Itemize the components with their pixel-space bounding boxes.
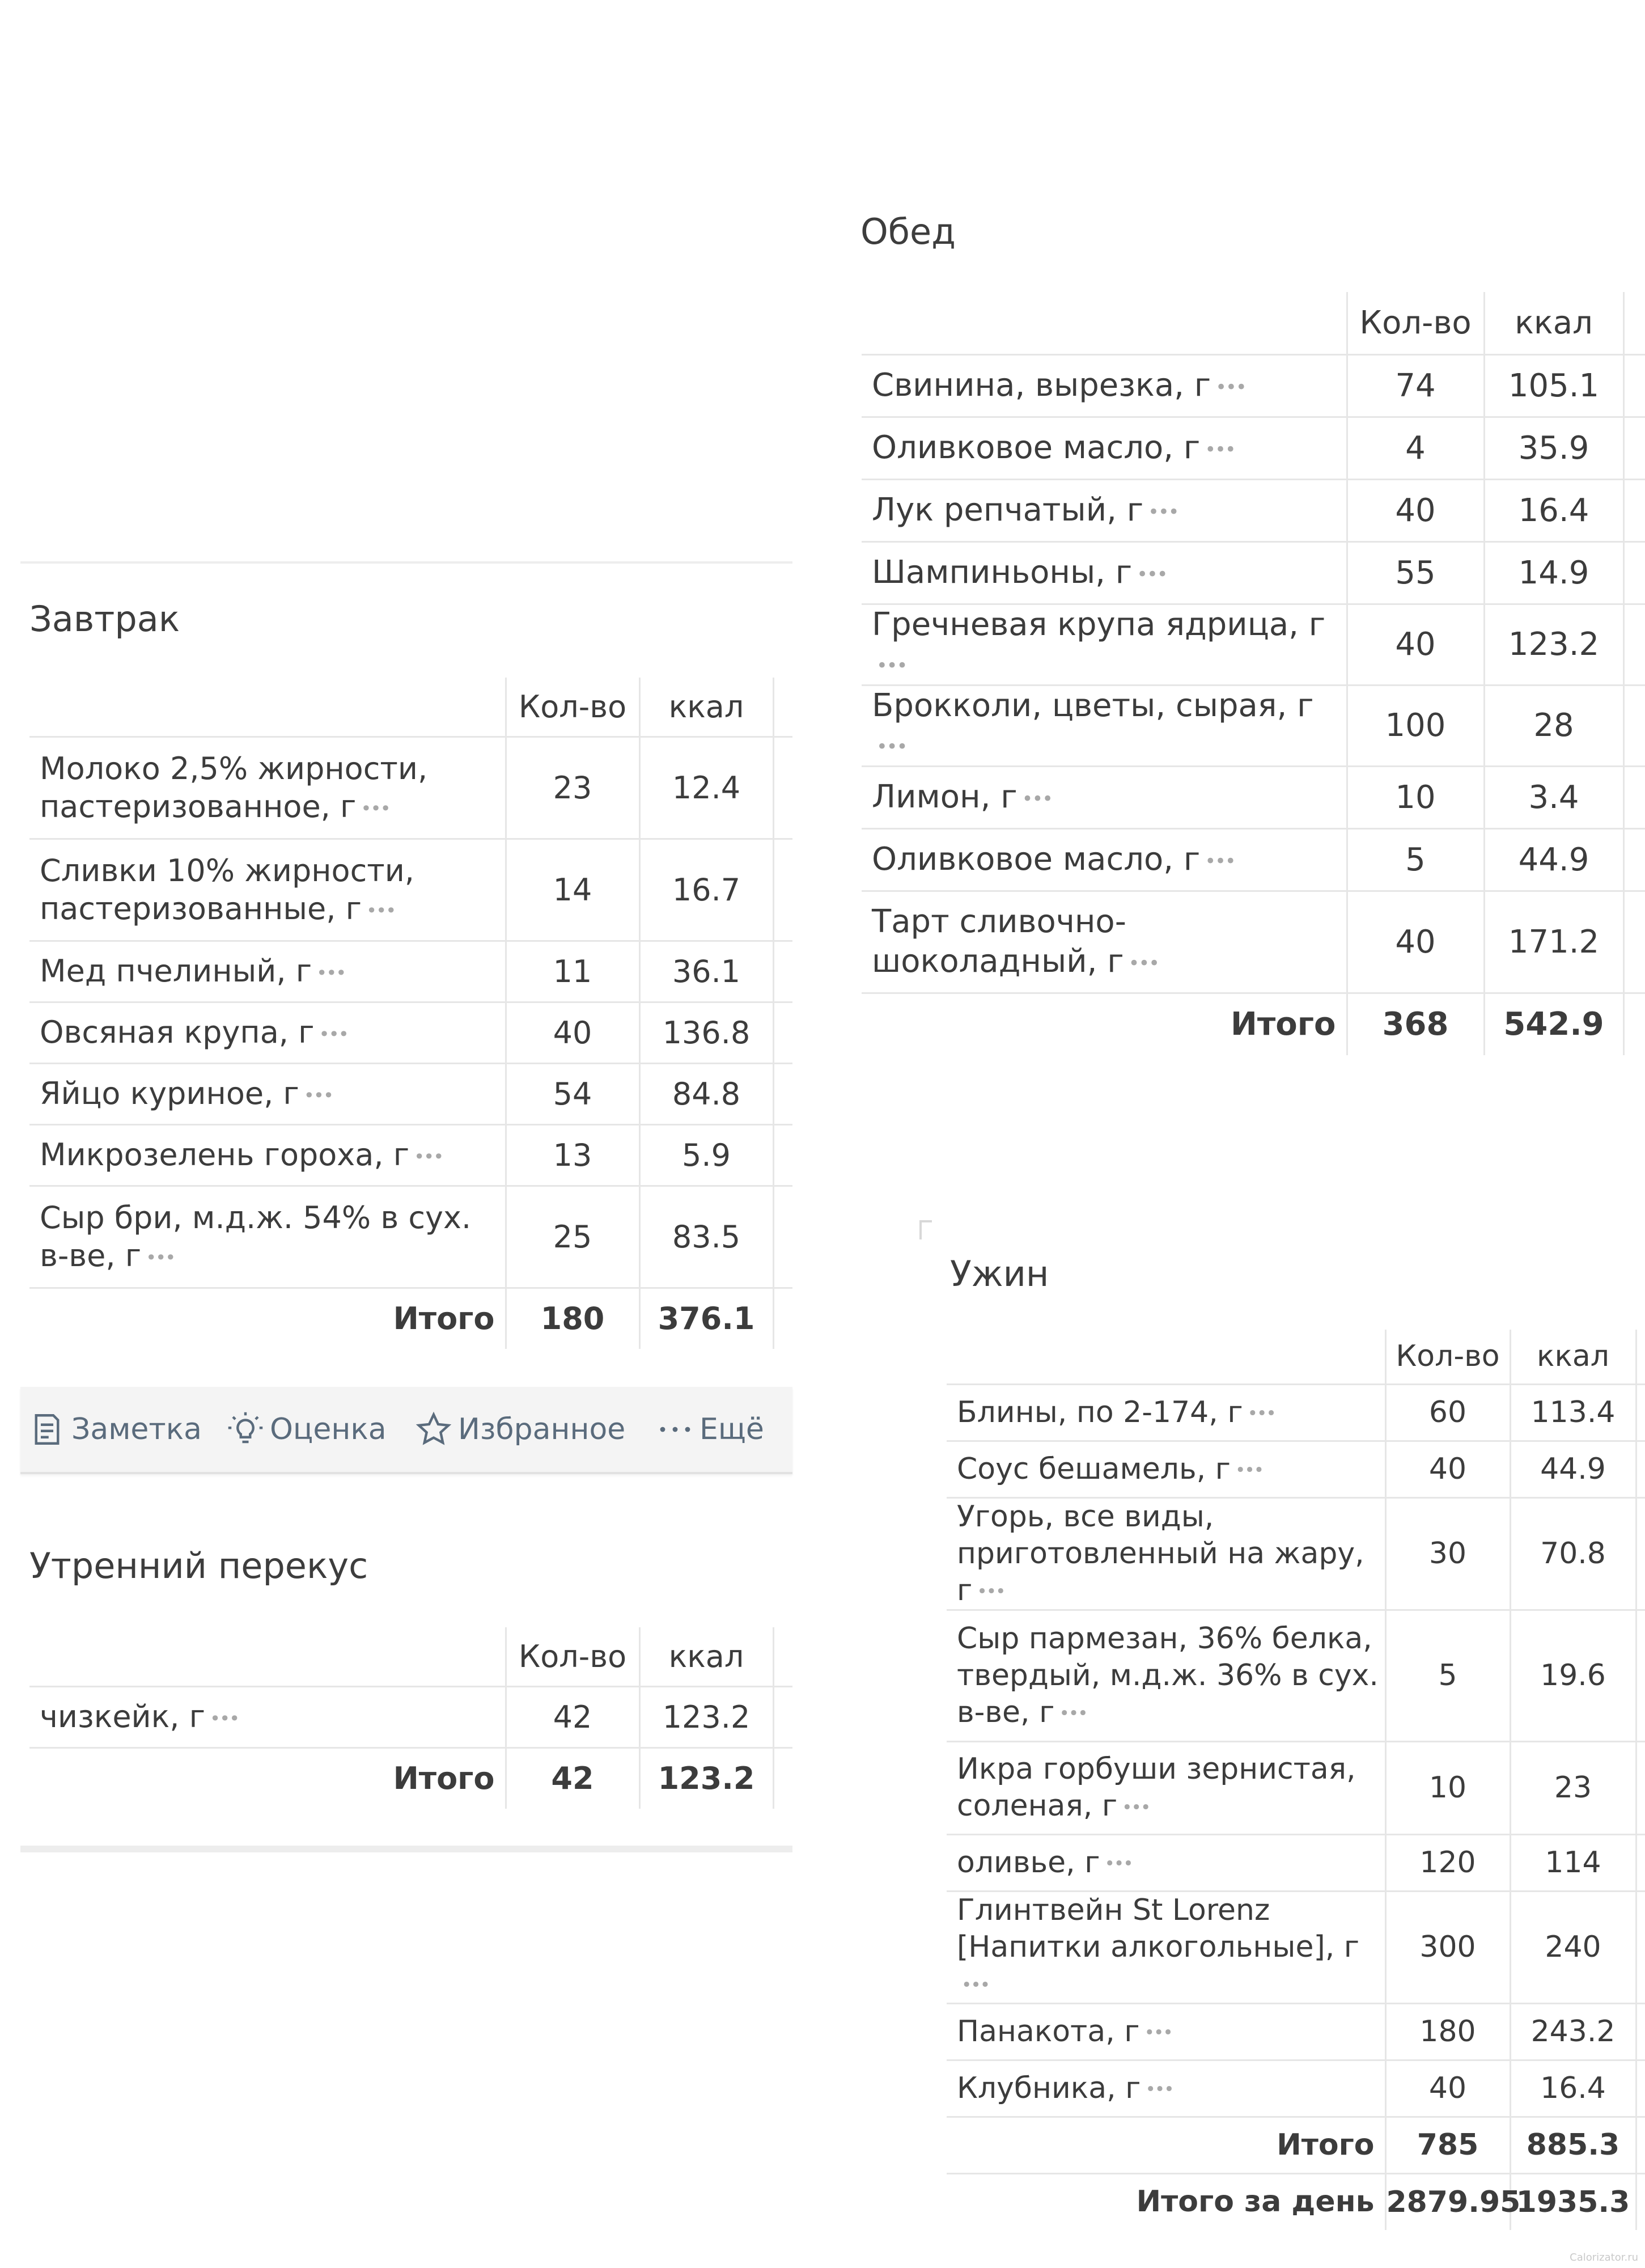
table-row[interactable]: [947, 1891, 1645, 2003]
header-kcal: ккал: [1484, 292, 1623, 354]
table-row[interactable]: [947, 1441, 1645, 1497]
row-end-cell: [1636, 1834, 1645, 1891]
row-end-cell: [1623, 604, 1645, 685]
food-name-cell[interactable]: [947, 1384, 1385, 1441]
header-qty: Кол-во: [506, 678, 639, 737]
food-kcal: 114: [1510, 1834, 1636, 1891]
rating-label: Оценка: [270, 1412, 387, 1446]
food-qty: 23: [506, 737, 639, 839]
table-row[interactable]: [862, 685, 1645, 766]
table-row[interactable]: [29, 1186, 792, 1288]
food-qty: 300: [1385, 1891, 1510, 2003]
food-name: Сливки 10% жирности, пастеризованные, г: [40, 852, 414, 926]
dinner-table: [947, 1330, 1645, 2230]
more-dots-icon[interactable]: •••: [876, 654, 907, 677]
food-name: Молоко 2,5% жирности, пастеризованное, г: [40, 750, 428, 824]
morning-snack-table: [29, 1627, 792, 1809]
total-row: [29, 1288, 792, 1349]
more-dots-icon[interactable]: •••: [1104, 1854, 1133, 1874]
food-name-cell[interactable]: [29, 737, 506, 839]
more-label: Ещё: [699, 1412, 764, 1446]
food-name: чизкейк, г: [40, 1699, 205, 1735]
more-dots-icon[interactable]: •••: [414, 1146, 443, 1168]
table-row[interactable]: [29, 1063, 792, 1124]
row-end-cell: [1623, 541, 1645, 604]
table-header-row: [29, 678, 792, 737]
food-name: Икра горбуши зернистая, соленая, г: [957, 1752, 1356, 1823]
row-end-cell: [773, 1063, 792, 1124]
food-qty: 60: [1385, 1384, 1510, 1441]
food-qty: 5: [1385, 1610, 1510, 1741]
row-end-cell: [773, 1686, 792, 1747]
row-end-cell: [1636, 1384, 1645, 1441]
row-end-cell: [1636, 1741, 1645, 1834]
food-name: Угорь, все виды, приготовленный на жару, г: [957, 1499, 1364, 1607]
food-qty: 180: [1385, 2003, 1510, 2060]
food-qty: 55: [1347, 541, 1484, 604]
food-name-cell[interactable]: [862, 685, 1347, 766]
food-qty: 42: [506, 1686, 639, 1747]
food-name: Мед пчелиный, г: [40, 953, 312, 989]
food-name: Лимон, г: [872, 778, 1017, 815]
row-end-cell: [1623, 828, 1645, 891]
food-name-cell[interactable]: [29, 1124, 506, 1186]
more-dots-icon[interactable]: •••: [303, 1085, 333, 1107]
food-qty: 40: [506, 1002, 639, 1063]
row-end-cell: [1623, 417, 1645, 479]
food-qty: 54: [506, 1063, 639, 1124]
header-end-cell: [1636, 1330, 1645, 1384]
food-name: Сыр бри, м.д.ж. 54% в сух. в-ве, г: [40, 1199, 472, 1273]
grand-total-row-label: Итого за день: [1136, 2185, 1375, 2219]
more-dots-icon[interactable]: •••: [1215, 375, 1246, 398]
food-qty: 25: [506, 1186, 639, 1288]
table-row[interactable]: [947, 1741, 1645, 1834]
food-kcal: 113.4: [1510, 1384, 1636, 1441]
header-name-cell: [29, 678, 506, 737]
dinner-title: Ужин: [950, 1253, 1049, 1294]
food-kcal: 171.2: [1484, 891, 1623, 993]
total-row-end: [1636, 2117, 1645, 2173]
snack-bottom-separator: [20, 1846, 792, 1852]
total-row-qty: 368: [1347, 993, 1484, 1055]
food-qty: 40: [1347, 604, 1484, 685]
food-qty: 10: [1347, 766, 1484, 828]
note-button[interactable]: [28, 1387, 202, 1472]
food-kcal: 44.9: [1484, 828, 1623, 891]
note-icon: [28, 1411, 66, 1448]
table-row[interactable]: [862, 891, 1645, 993]
food-name-cell[interactable]: [29, 1063, 506, 1124]
row-end-cell: [1623, 766, 1645, 828]
food-kcal: 28: [1484, 685, 1623, 766]
header-qty: Кол-во: [1385, 1330, 1510, 1384]
header-kcal: ккал: [639, 678, 773, 737]
food-name-cell[interactable]: [947, 1891, 1385, 2003]
food-name: Клубника, г: [957, 2071, 1141, 2105]
grand-total-row-kcal: 1935.3: [1510, 2173, 1636, 2230]
food-name-cell[interactable]: [29, 839, 506, 941]
grand-total-row-end: [1636, 2173, 1645, 2230]
more-dots-icon[interactable]: •••: [361, 798, 390, 820]
food-qty: 120: [1385, 1834, 1510, 1891]
table-row[interactable]: [29, 1686, 792, 1747]
grand-total-row-qty: 2879.95: [1385, 2173, 1510, 2230]
header-kcal: ккал: [639, 1627, 773, 1686]
more-dots-icon[interactable]: •••: [366, 900, 396, 922]
total-row: [862, 993, 1645, 1055]
food-name-cell[interactable]: [947, 2003, 1385, 2060]
food-kcal: 35.9: [1484, 417, 1623, 479]
food-kcal: 14.9: [1484, 541, 1623, 604]
food-kcal: 16.4: [1510, 2060, 1636, 2117]
food-name-cell[interactable]: [29, 1002, 506, 1063]
food-kcal: 16.7: [639, 839, 773, 941]
food-qty: 30: [1385, 1497, 1510, 1610]
food-name-cell[interactable]: [862, 604, 1347, 685]
total-row: [29, 1747, 792, 1809]
food-qty: 40: [1385, 1441, 1510, 1497]
total-row-end: [773, 1288, 792, 1349]
food-kcal: 83.5: [639, 1186, 773, 1288]
table-row[interactable]: [29, 941, 792, 1002]
more-dots-icon[interactable]: •••: [1021, 787, 1053, 810]
more-dots-icon[interactable]: •••: [316, 962, 346, 984]
food-name: Шампиньоны, г: [872, 554, 1133, 591]
food-name: Глинтвейн St Lorenz [Напитки алкогольные], г: [957, 1893, 1360, 1964]
food-kcal: 123.2: [1484, 604, 1623, 685]
more-dots-icon[interactable]: •••: [1145, 2079, 1173, 2100]
table-row[interactable]: [862, 479, 1645, 541]
more-button[interactable]: [656, 1387, 764, 1472]
row-end-cell: [773, 839, 792, 941]
food-kcal: 136.8: [639, 1002, 773, 1063]
total-row-label: Итого: [1230, 1005, 1336, 1043]
food-name: Яйцо куриное, г: [40, 1076, 299, 1112]
table-row[interactable]: [862, 354, 1645, 417]
food-name-cell[interactable]: [947, 1441, 1385, 1497]
row-end-cell: [773, 941, 792, 1002]
total-row-label: Итого: [1277, 2127, 1375, 2162]
food-qty: 40: [1385, 2060, 1510, 2117]
breakfast-title: Завтрак: [29, 598, 180, 640]
row-end-cell: [773, 737, 792, 839]
row-end-cell: [1636, 1497, 1645, 1610]
food-name: Сыр пармезан, 36% белка, твердый, м.д.ж. 36% в сух. в-ве, г: [957, 1621, 1379, 1729]
row-end-cell: [1623, 891, 1645, 993]
header-end-cell: [773, 678, 792, 737]
header-end-cell: [773, 1627, 792, 1686]
lunch-title: Обед: [860, 211, 956, 252]
food-name-cell[interactable]: [862, 766, 1347, 828]
food-kcal: 243.2: [1510, 2003, 1636, 2060]
food-kcal: 44.9: [1510, 1441, 1636, 1497]
food-name: Блины, по 2-174, г: [957, 1395, 1243, 1429]
row-end-cell: [773, 1186, 792, 1288]
row-end-cell: [773, 1124, 792, 1186]
food-name-cell[interactable]: [862, 479, 1347, 541]
row-end-cell: [1636, 1610, 1645, 1741]
note-label: Заметка: [71, 1412, 202, 1446]
food-name-cell[interactable]: [862, 828, 1347, 891]
more-dots-icon[interactable]: •••: [1205, 849, 1235, 872]
total-row-kcal: 542.9: [1484, 993, 1623, 1055]
food-name: оливье, г: [957, 1845, 1100, 1880]
more-dots-icon[interactable]: •••: [1144, 2022, 1172, 2043]
row-end-cell: [1636, 1441, 1645, 1497]
more-dots-icon[interactable]: •••: [146, 1247, 175, 1269]
more-dots-icon[interactable]: •••: [319, 1023, 348, 1046]
total-row-label: Итого: [393, 1761, 495, 1796]
table-row[interactable]: [947, 1610, 1645, 1741]
table-row[interactable]: [947, 1834, 1645, 1891]
food-kcal: 19.6: [1510, 1610, 1636, 1741]
total-row-qty: 42: [506, 1747, 639, 1809]
table-header-row: [947, 1330, 1645, 1384]
header-name-cell: [947, 1330, 1385, 1384]
lightbulb-icon: [227, 1411, 264, 1448]
grand-total-row: [947, 2173, 1645, 2230]
row-end-cell: [1623, 354, 1645, 417]
food-name: Гречневая крупа ядрица, г: [872, 606, 1326, 643]
food-qty: 74: [1347, 354, 1484, 417]
food-name-cell[interactable]: [862, 417, 1347, 479]
food-kcal: 36.1: [639, 941, 773, 1002]
food-qty: 10: [1385, 1741, 1510, 1834]
header-qty: Кол-во: [1347, 292, 1484, 354]
total-row-label: Итого: [393, 1301, 495, 1336]
table-row[interactable]: [947, 1497, 1645, 1610]
more-dots-icon[interactable]: •••: [1247, 1403, 1275, 1424]
food-name-cell[interactable]: [29, 1186, 506, 1288]
food-kcal: 3.4: [1484, 766, 1623, 828]
food-name-cell[interactable]: [29, 941, 506, 1002]
total-row-kcal: 376.1: [639, 1288, 773, 1349]
table-row[interactable]: [947, 1384, 1645, 1441]
food-name: Тарт сливочно-шоколадный, г: [872, 903, 1126, 980]
food-qty: 5: [1347, 828, 1484, 891]
table-header-row: [862, 292, 1645, 354]
total-row-end: [1623, 993, 1645, 1055]
breakfast-top-separator: [20, 561, 792, 564]
table-row[interactable]: [947, 2060, 1645, 2117]
favorite-button[interactable]: [415, 1387, 625, 1472]
total-row-kcal: 885.3: [1510, 2117, 1636, 2173]
row-end-cell: [1636, 1891, 1645, 2003]
food-kcal: 23: [1510, 1741, 1636, 1834]
row-end-cell: [1636, 2003, 1645, 2060]
more-dots-icon[interactable]: •••: [1148, 500, 1178, 523]
food-name-cell[interactable]: [862, 541, 1347, 604]
header-end-cell: [1623, 292, 1645, 354]
more-dots-icon[interactable]: •••: [977, 1581, 1005, 1602]
total-row-qty: 785: [1385, 2117, 1510, 2173]
more-dots-icon[interactable]: •••: [209, 1708, 239, 1730]
food-name: Овсяная крупа, г: [40, 1014, 315, 1051]
row-end-cell: [1636, 2060, 1645, 2117]
food-qty: 4: [1347, 417, 1484, 479]
food-kcal: 105.1: [1484, 354, 1623, 417]
dinner-corner-mark: [919, 1220, 932, 1239]
food-qty: 14: [506, 839, 639, 941]
breakfast-table: [29, 678, 792, 1349]
more-dots-icon[interactable]: •••: [1235, 1460, 1264, 1480]
header-kcal: ккал: [1510, 1330, 1636, 1384]
more-dots-icon[interactable]: •••: [1205, 438, 1235, 460]
total-row-end: [773, 1747, 792, 1809]
food-kcal: 84.8: [639, 1063, 773, 1124]
table-row[interactable]: [862, 766, 1645, 828]
header-name-cell: [29, 1627, 506, 1686]
more-dots-icon[interactable]: •••: [1128, 951, 1159, 974]
table-row[interactable]: [29, 1002, 792, 1063]
food-kcal: 240: [1510, 1891, 1636, 2003]
food-kcal: 5.9: [639, 1124, 773, 1186]
food-kcal: 12.4: [639, 737, 773, 839]
star-icon: [415, 1411, 452, 1448]
food-qty: 40: [1347, 891, 1484, 993]
row-end-cell: [1623, 685, 1645, 766]
food-name: Оливковое масло, г: [872, 429, 1201, 466]
more-dots-icon[interactable]: •••: [1059, 1703, 1087, 1724]
food-name-cell[interactable]: [947, 1834, 1385, 1891]
food-name: Лук репчатый, г: [872, 492, 1144, 528]
food-name-cell[interactable]: [947, 2060, 1385, 2117]
food-qty: 40: [1347, 479, 1484, 541]
food-name-cell[interactable]: [947, 1741, 1385, 1834]
food-name: Брокколи, цветы, сырая, г: [872, 687, 1314, 724]
total-row-kcal: 123.2: [639, 1747, 773, 1809]
food-name: Соус бешамель, г: [957, 1452, 1231, 1486]
food-name-cell[interactable]: [947, 1497, 1385, 1610]
food-qty: 100: [1347, 685, 1484, 766]
more-dots-icon[interactable]: •••: [961, 1975, 990, 1995]
total-row: [947, 2117, 1645, 2173]
food-kcal: 16.4: [1484, 479, 1623, 541]
more-dots-icon: [656, 1411, 694, 1448]
watermark: Calorizator.ru: [1570, 2252, 1638, 2263]
table-row[interactable]: [29, 839, 792, 941]
food-kcal: 70.8: [1510, 1497, 1636, 1610]
table-row[interactable]: [947, 2003, 1645, 2060]
food-name: Свинина, вырезка, г: [872, 367, 1211, 404]
food-qty: 13: [506, 1124, 639, 1186]
table-row[interactable]: [862, 604, 1645, 685]
table-row[interactable]: [29, 737, 792, 839]
more-dots-icon[interactable]: •••: [1122, 1797, 1150, 1818]
more-dots-icon[interactable]: •••: [876, 735, 907, 758]
more-dots-icon[interactable]: •••: [1137, 562, 1167, 585]
rating-button[interactable]: [227, 1387, 387, 1472]
food-name: Микрозелень гороха, г: [40, 1137, 410, 1173]
table-row[interactable]: [862, 541, 1645, 604]
table-row[interactable]: [29, 1124, 792, 1186]
action-toolbar: [20, 1387, 792, 1474]
table-row[interactable]: [862, 828, 1645, 891]
table-header-row: [29, 1627, 792, 1686]
header-name-cell: [862, 292, 1347, 354]
total-row-qty: 180: [506, 1288, 639, 1349]
table-row[interactable]: [862, 417, 1645, 479]
morning-snack-title: Утренний перекус: [29, 1545, 368, 1586]
food-name-cell[interactable]: [947, 1610, 1385, 1741]
food-name: Панакота, г: [957, 2014, 1140, 2049]
food-name-cell[interactable]: [862, 354, 1347, 417]
row-end-cell: [773, 1002, 792, 1063]
row-end-cell: [1623, 479, 1645, 541]
favorite-label: Избранное: [458, 1412, 626, 1446]
food-name: Оливковое масло, г: [872, 841, 1201, 878]
food-name-cell[interactable]: [862, 891, 1347, 993]
food-kcal: 123.2: [639, 1686, 773, 1747]
header-qty: Кол-во: [506, 1627, 639, 1686]
food-name-cell[interactable]: [29, 1686, 506, 1747]
food-qty: 11: [506, 941, 639, 1002]
lunch-table: [862, 292, 1645, 1055]
